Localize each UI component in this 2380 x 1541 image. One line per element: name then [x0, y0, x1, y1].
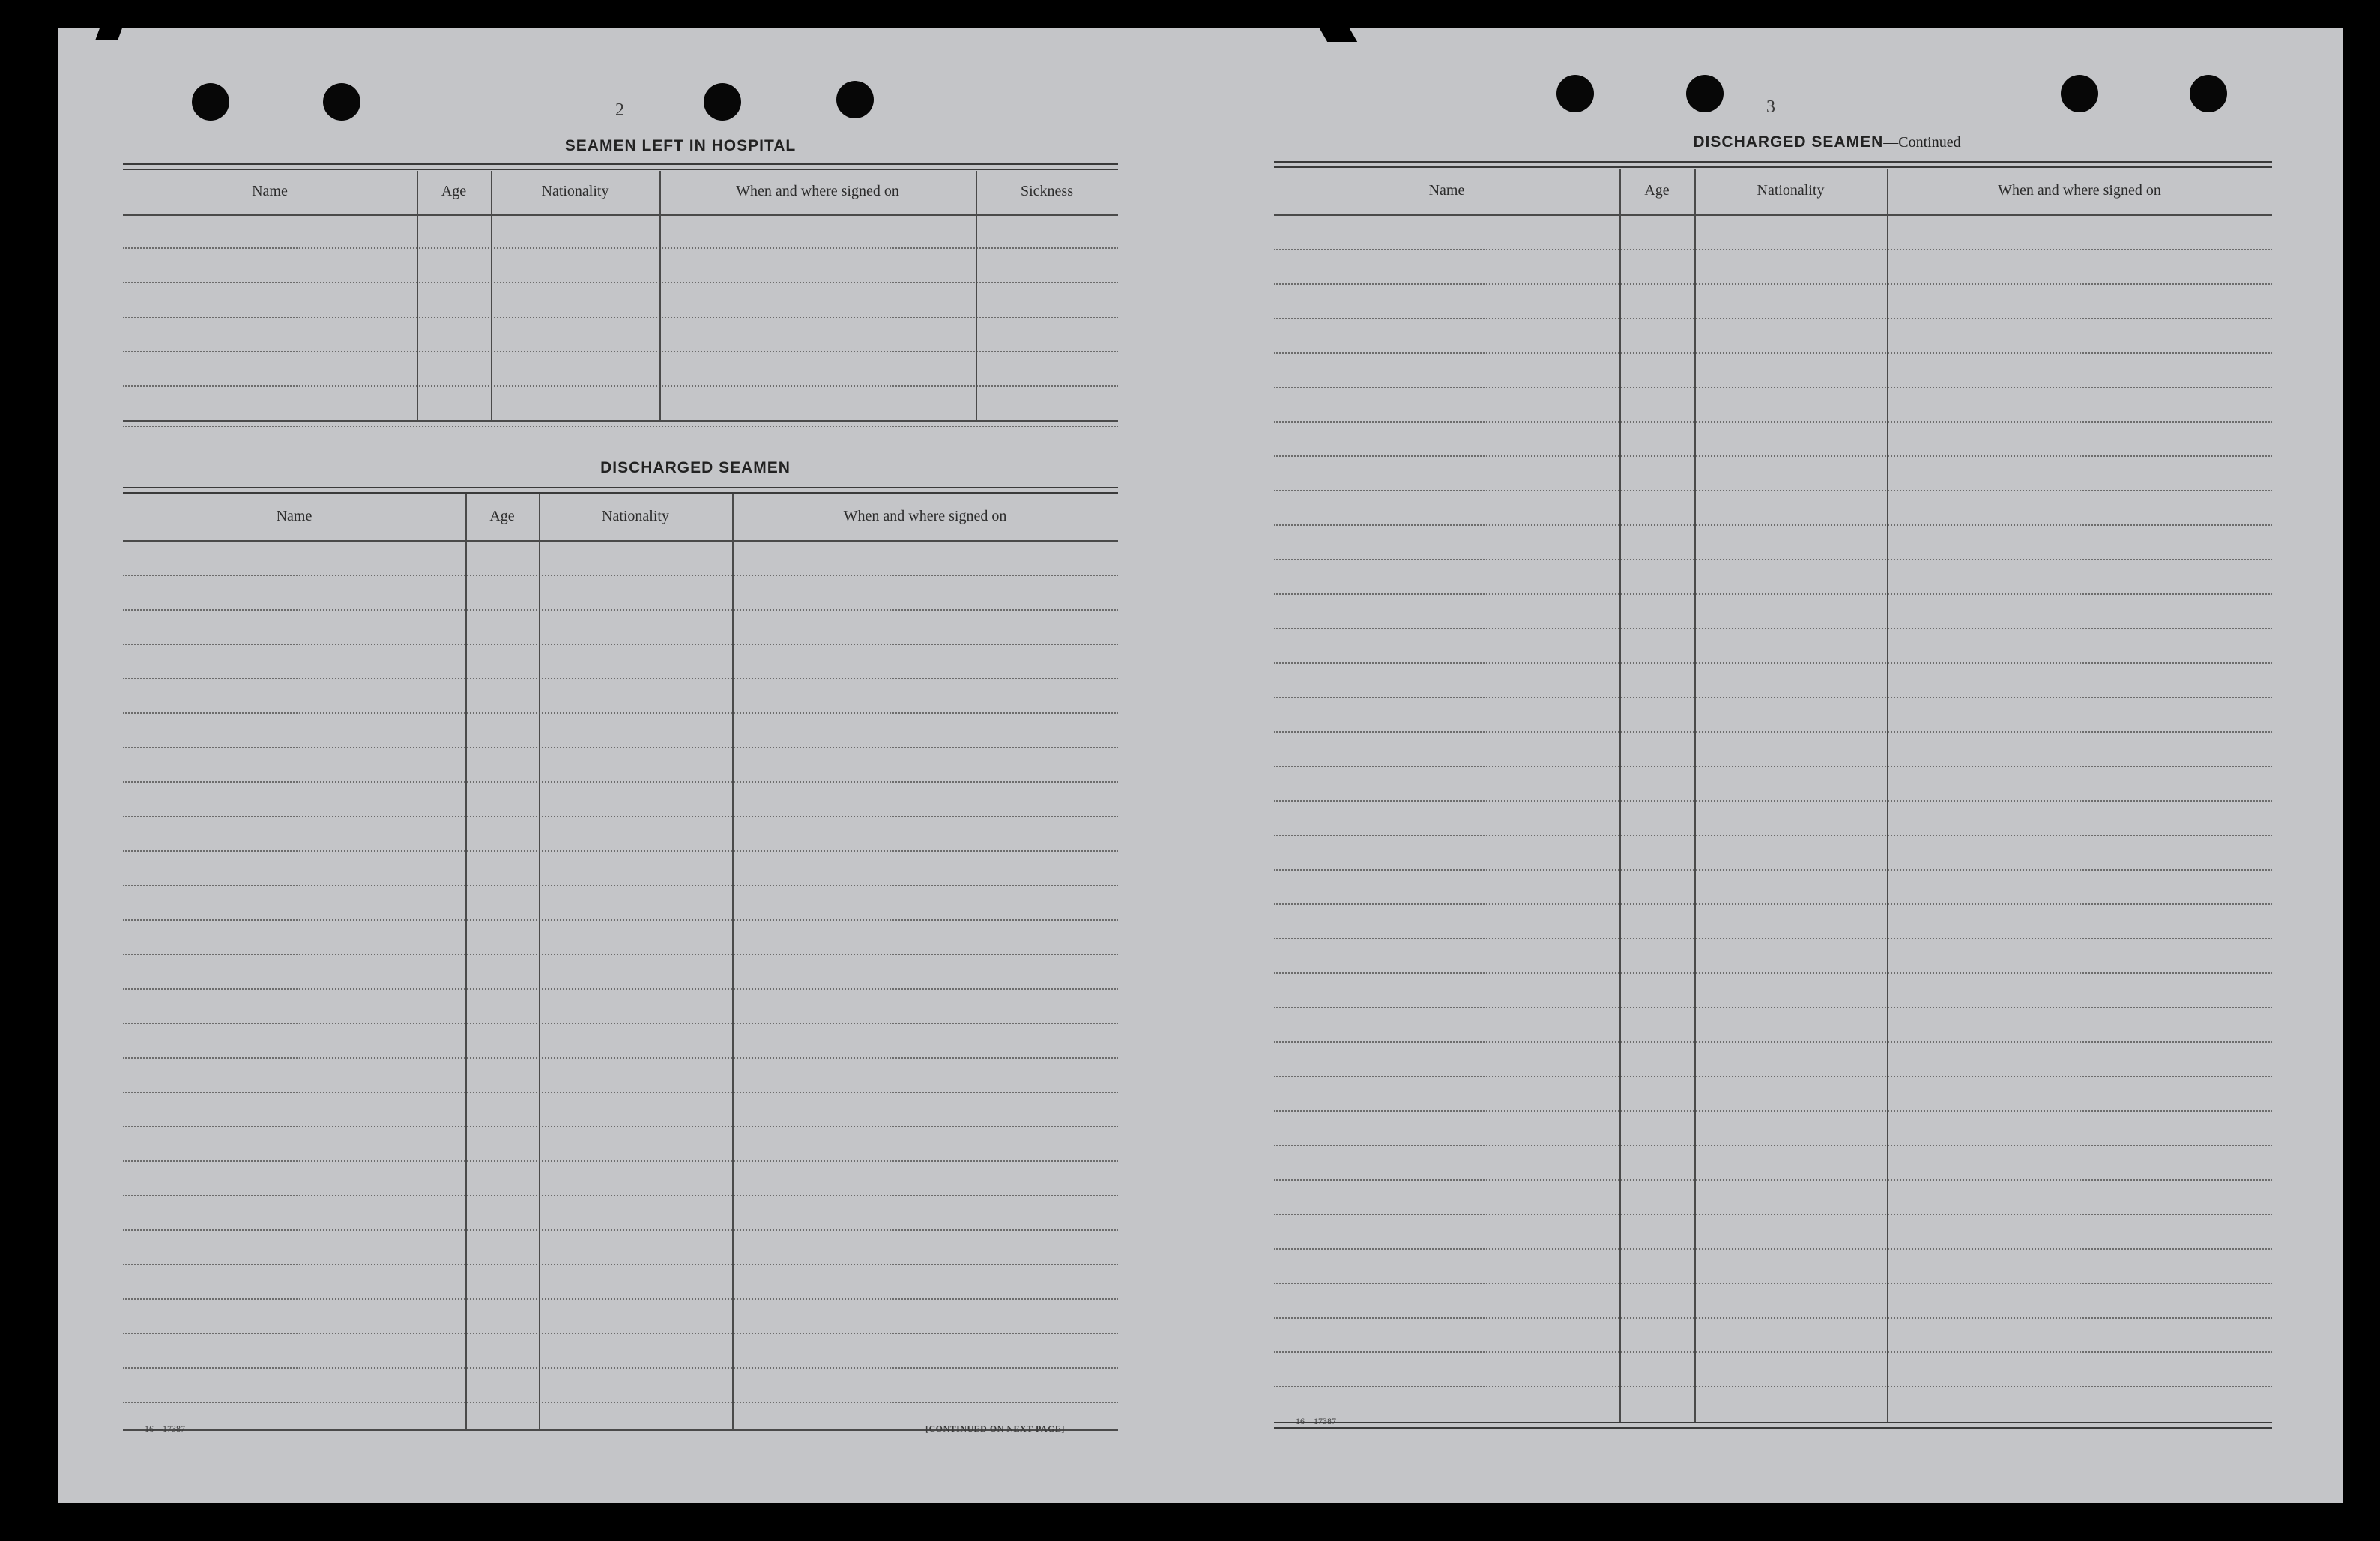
table-rule [123, 420, 1118, 422]
table-row [123, 247, 1118, 249]
table-rule [1274, 1422, 2272, 1429]
table-row [123, 1402, 1118, 1403]
section-title-hospital: SEAMEN LEFT IN HOSPITAL [564, 137, 797, 154]
table-row [123, 816, 1118, 817]
column-divider [491, 171, 492, 420]
section-title-discharged-continued [1602, 133, 2052, 151]
table-row [1274, 697, 2272, 698]
table-rule [123, 540, 1118, 542]
table-row [123, 885, 1118, 886]
punch-hole [1556, 75, 1594, 112]
column-header-age: Age [1644, 182, 1670, 199]
table-row [1274, 766, 2272, 767]
table-row [1274, 938, 2272, 939]
column-divider [417, 171, 418, 420]
continued-note: [CONTINUED ON NEXT PAGE] [925, 1423, 1065, 1434]
column-divider [1887, 169, 1888, 1422]
table-rule [123, 163, 1118, 170]
page-number: 3 [1766, 97, 1775, 117]
table-row [123, 385, 1118, 387]
table-rule [1274, 161, 2272, 168]
table-row [1274, 800, 2272, 802]
table-row [1274, 1248, 2272, 1250]
column-divider [539, 494, 540, 1429]
table-row [123, 282, 1118, 283]
table-row [123, 919, 1118, 921]
column-header-signed-on: When and where signed on [1998, 182, 2161, 199]
table-row [1274, 903, 2272, 905]
table-row [123, 1298, 1118, 1300]
table-row [1274, 1351, 2272, 1353]
torn-edge [1320, 28, 1357, 42]
table-row [123, 1264, 1118, 1265]
table-row [123, 644, 1118, 645]
table-row [1274, 593, 2272, 595]
table-row [123, 988, 1118, 990]
column-header-nationality: Nationality [602, 508, 669, 524]
table-row [1274, 1041, 2272, 1043]
column-divider [1694, 169, 1696, 1422]
column-header-nationality: Nationality [1757, 182, 1825, 199]
table-row [123, 1092, 1118, 1093]
table-row [1274, 1317, 2272, 1319]
punch-hole [2190, 75, 2227, 112]
title-text: DISCHARGED SEAMEN [1693, 133, 1884, 151]
table-row [123, 426, 1118, 427]
column-header-name: Name [276, 508, 312, 524]
table-row [123, 351, 1118, 352]
column-divider [659, 171, 661, 420]
punch-hole [323, 83, 360, 121]
discharged-table-left [123, 487, 1118, 1435]
column-header-age: Age [489, 508, 515, 524]
punch-hole [836, 81, 874, 118]
table-row [1274, 490, 2272, 491]
column-divider [976, 171, 977, 420]
table-row [123, 1023, 1118, 1024]
table-row [1274, 835, 2272, 836]
table-row [123, 1126, 1118, 1127]
table-row [1274, 421, 2272, 423]
table-row [1274, 628, 2272, 629]
table-row [123, 781, 1118, 783]
punch-hole [2061, 75, 2098, 112]
column-header-signed-on: When and where signed on [736, 183, 899, 199]
section-title-discharged: DISCHARGED SEAMEN [600, 459, 791, 476]
table-row [1274, 1076, 2272, 1077]
table-row [123, 1367, 1118, 1369]
table-row [123, 1229, 1118, 1231]
table-row [1274, 318, 2272, 319]
discharged-table-right [1274, 161, 2272, 1429]
table-row [1274, 1179, 2272, 1181]
column-header-name: Name [1428, 182, 1465, 199]
form-number: 16—17387 [1296, 1416, 1336, 1426]
table-row [1274, 1007, 2272, 1008]
torn-edge [95, 28, 122, 40]
table-row [123, 317, 1118, 318]
table-row [123, 678, 1118, 679]
table-row [123, 1333, 1118, 1334]
table-row [1274, 559, 2272, 560]
table-row [123, 609, 1118, 611]
table-row [1274, 1283, 2272, 1284]
table-row [1274, 1110, 2272, 1112]
column-divider [1619, 169, 1621, 1422]
table-row [1274, 455, 2272, 457]
column-header-name: Name [252, 183, 288, 199]
table-row [1274, 662, 2272, 664]
table-row [123, 1160, 1118, 1162]
table-rule [123, 214, 1118, 216]
table-row [123, 712, 1118, 714]
table-row [1274, 524, 2272, 526]
table-row [123, 1057, 1118, 1059]
column-header-age: Age [441, 183, 467, 199]
table-row [1274, 869, 2272, 871]
column-divider [465, 494, 467, 1429]
table-row [1274, 1145, 2272, 1146]
table-row [1274, 352, 2272, 354]
column-header-signed-on: When and where signed on [843, 508, 1007, 524]
form-number: 16—17387 [145, 1423, 185, 1434]
table-row [123, 575, 1118, 576]
table-rule [123, 487, 1118, 494]
document-sheet [58, 28, 2343, 1503]
table-row [1274, 972, 2272, 974]
table-row [1274, 283, 2272, 285]
table-row [123, 747, 1118, 748]
column-divider [732, 494, 734, 1429]
hospital-table [123, 163, 1118, 440]
punch-hole [704, 83, 741, 121]
column-header-nationality: Nationality [541, 183, 609, 199]
table-row [1274, 387, 2272, 388]
punch-hole [192, 83, 229, 121]
table-rule [1274, 214, 2272, 216]
table-row [1274, 1214, 2272, 1215]
table-row [1274, 731, 2272, 733]
table-row [1274, 1386, 2272, 1387]
punch-hole [1686, 75, 1724, 112]
table-row [1274, 249, 2272, 250]
table-row [123, 1195, 1118, 1196]
table-row [123, 954, 1118, 955]
table-row [123, 850, 1118, 852]
page-number: 2 [615, 100, 624, 120]
title-suffix: —Continued [1883, 134, 1961, 151]
column-header-sickness: Sickness [1021, 183, 1073, 199]
